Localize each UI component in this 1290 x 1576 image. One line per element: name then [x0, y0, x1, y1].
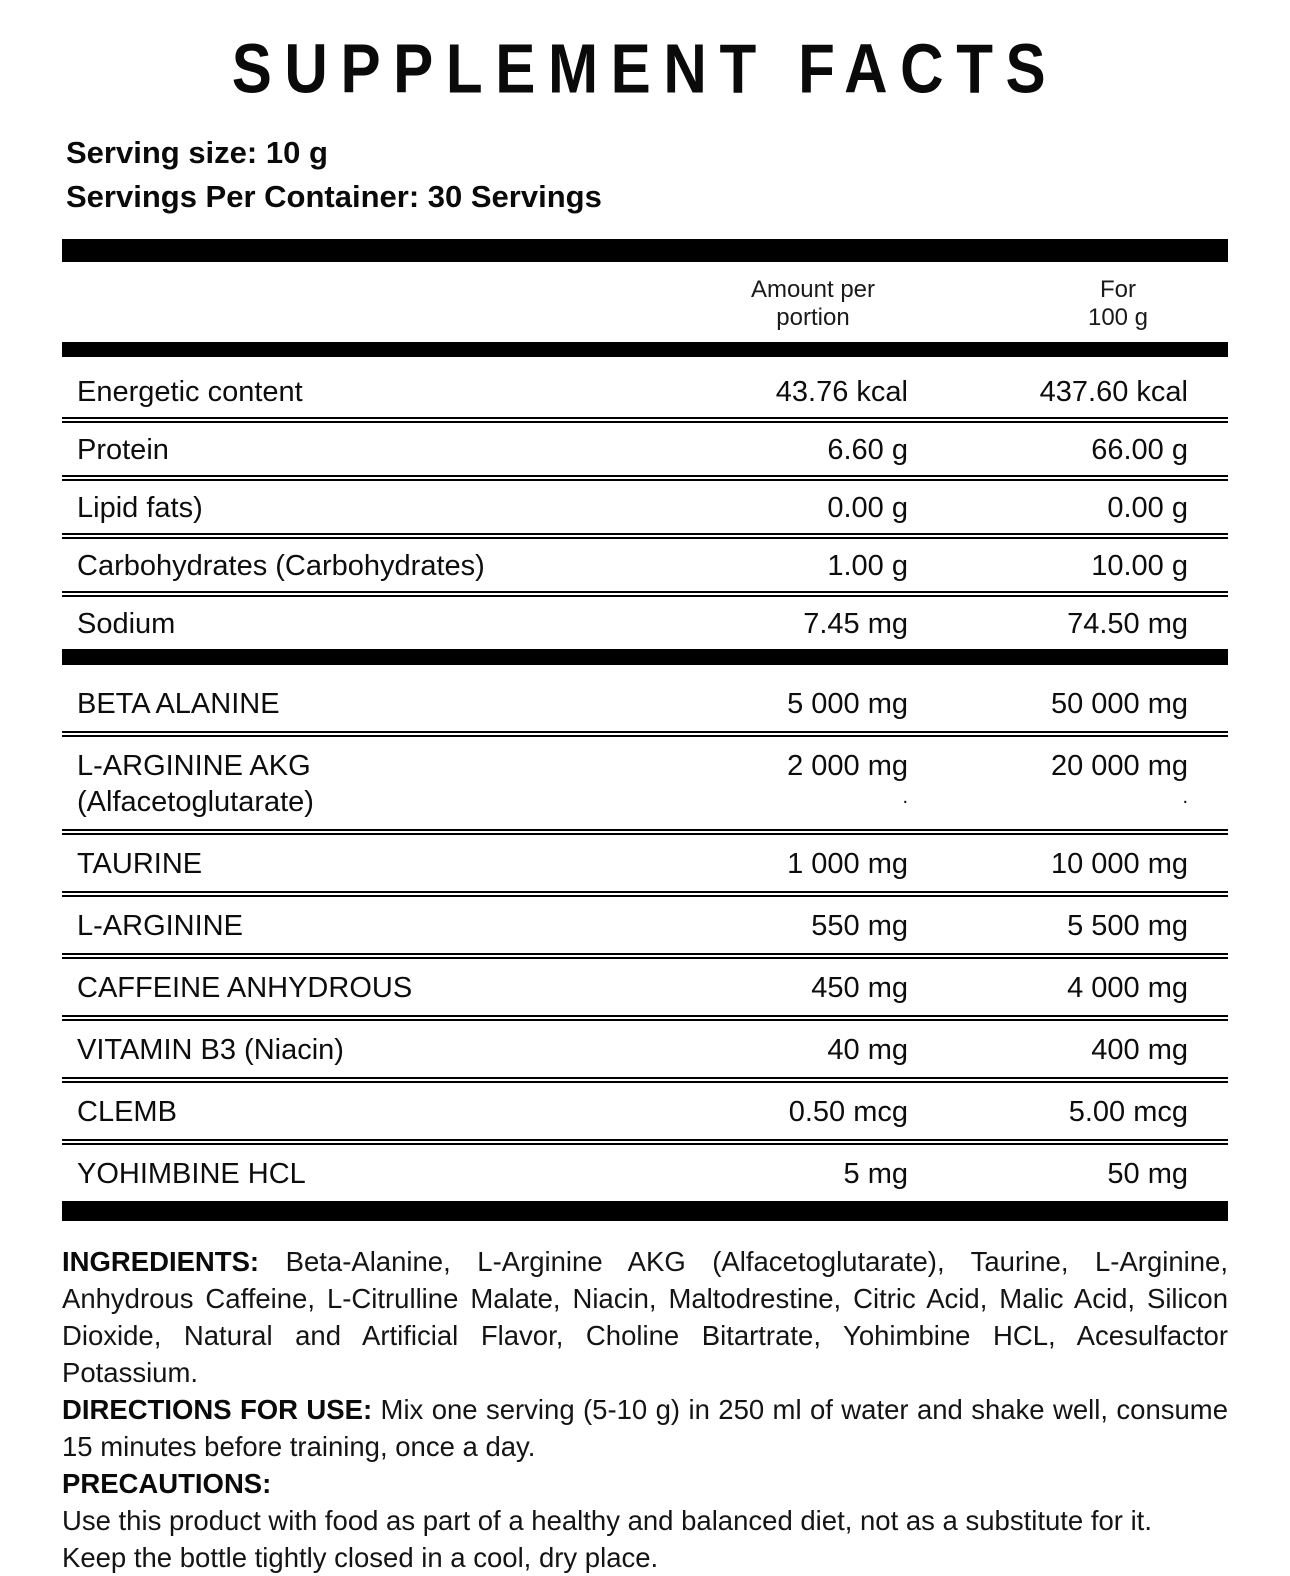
- table-row-beta-alanine: [62, 675, 1228, 737]
- active-amount-value: 2 000 mg: [787, 750, 908, 782]
- nutrient-per100: 10.00 g: [1091, 550, 1188, 582]
- precautions-line-2: Keep the bottle tightly closed in a cool, dry place.: [62, 1542, 659, 1573]
- active-amount: 450 mg: [811, 972, 908, 1004]
- table-row-sodium: [62, 597, 1228, 649]
- active-per100: 50 000 mg: [1050, 688, 1188, 720]
- serving-info: [62, 131, 1228, 219]
- table-row-lipid-fats: [62, 481, 1228, 539]
- active-ingredients-section: [62, 675, 1228, 1201]
- servings-per-container: Servings Per Container: 30 Servings: [66, 179, 602, 214]
- active-label: [62, 748, 628, 820]
- nutrient-per100: 74.50 mg: [1067, 608, 1188, 640]
- column-header-per-100g: [908, 276, 1228, 332]
- header-spacer: [62, 276, 628, 332]
- directions-heading: DIRECTIONS FOR USE:: [62, 1394, 373, 1425]
- active-label: VITAMIN B3 (Niacin): [77, 1034, 344, 1066]
- active-amount: 5 000 mg: [787, 688, 908, 720]
- active-per100: [908, 748, 1228, 810]
- table-row-carbohydrates: [62, 539, 1228, 597]
- footer-text: [62, 1243, 1228, 1576]
- active-label-line2: (Alfacetoglutarate): [77, 786, 314, 818]
- active-amount: 5 mg: [843, 1158, 908, 1190]
- active-per100-note: .: [1182, 786, 1188, 808]
- active-amount: [628, 748, 908, 810]
- section-bar-bottom: [62, 1201, 1228, 1221]
- precautions-heading: PRECAUTIONS:: [62, 1468, 272, 1499]
- table-row-energetic-content: [62, 365, 1228, 423]
- nutrients-section: [62, 365, 1228, 649]
- active-label: TAURINE: [77, 848, 203, 880]
- page-title: SUPPLEMENT FACTS: [231, 31, 1059, 109]
- active-label: L-ARGININE: [77, 910, 243, 942]
- ingredients-text: Beta-Alanine, L-Arginine AKG (Alfacetoglutarate), Taurine, L-Arginine, Anhydrous Caffeine, L-Citrulline Malate, Niacin, Maltodrestine, Citric Acid, Malic Acid, Silicon Dioxide, Natural and Artificial Flavor, Choline Bitartrate, Yohimbine HCL, Acesulfactor Potassium.: [62, 1246, 1228, 1388]
- active-label: CAFFEINE ANHYDROUS: [77, 972, 413, 1004]
- active-per100: 5.00 mcg: [1068, 1096, 1188, 1128]
- active-amount: 550 mg: [811, 910, 908, 942]
- active-per100: 50 mg: [1107, 1158, 1188, 1190]
- nutrient-amount: 1.00 g: [827, 550, 908, 582]
- section-bar-top: [62, 239, 1228, 262]
- table-row-yohimbine-hcl: [62, 1145, 1228, 1201]
- nutrient-amount: 43.76 kcal: [775, 376, 908, 408]
- active-amount: 1 000 mg: [787, 848, 908, 880]
- active-per100: 5 500 mg: [1067, 910, 1188, 942]
- active-amount: 40 mg: [827, 1034, 908, 1066]
- nutrient-per100: 437.60 kcal: [1039, 376, 1188, 408]
- nutrient-label: Energetic content: [77, 376, 303, 408]
- ingredients-paragraph: [62, 1243, 1228, 1391]
- active-per100-value: 20 000 mg: [1050, 750, 1188, 782]
- active-per100: 4 000 mg: [1067, 972, 1188, 1004]
- nutrient-per100: 66.00 g: [1091, 434, 1188, 466]
- section-bar-middle: [62, 649, 1228, 665]
- table-row-l-arginine: [62, 897, 1228, 959]
- nutrient-amount: 7.45 mg: [803, 608, 908, 640]
- active-label-line1: L-ARGININE AKG: [77, 750, 311, 782]
- table-row-l-arginine-akg: [62, 737, 1228, 835]
- column-header-amount-line2: portion: [776, 304, 850, 331]
- precautions-line-1: Use this product with food as part of a healthy and balanced diet, not as a substitute for it.: [62, 1505, 1152, 1536]
- section-bar-header: [62, 342, 1228, 357]
- table-row-protein: [62, 423, 1228, 481]
- ingredients-heading: INGREDIENTS:: [62, 1246, 260, 1277]
- active-amount: 0.50 mcg: [788, 1096, 908, 1128]
- column-header-per100-line2: 100 g: [1087, 304, 1149, 331]
- column-header-per100-line1: For: [1100, 276, 1136, 303]
- active-per100: 400 mg: [1091, 1034, 1188, 1066]
- nutrient-amount: 6.60 g: [827, 434, 908, 466]
- active-per100: 10 000 mg: [1050, 848, 1188, 880]
- directions-text: Mix one serving (5-10 g) in 250 ml of water and shake well, consume 15 minutes before training, once a day.: [62, 1394, 1228, 1462]
- table-header-row: [62, 262, 1228, 342]
- column-header-amount-per-portion: [628, 276, 908, 332]
- nutrient-per100: 0.00 g: [1107, 492, 1188, 524]
- nutrient-label: Carbohydrates (Carbohydrates): [77, 550, 485, 582]
- table-row-taurine: [62, 835, 1228, 897]
- serving-size: Serving size: 10 g: [66, 135, 328, 170]
- nutrient-label: Lipid fats): [77, 492, 203, 524]
- nutrient-label: Protein: [77, 434, 169, 466]
- directions-paragraph: [62, 1391, 1228, 1465]
- table-row-clemb: [62, 1083, 1228, 1145]
- nutrient-amount: 0.00 g: [827, 492, 908, 524]
- active-label: YOHIMBINE HCL: [77, 1158, 306, 1190]
- table-row-vitamin-b3: [62, 1021, 1228, 1083]
- column-header-amount-line1: Amount per: [750, 276, 876, 303]
- active-label: CLEMB: [77, 1096, 177, 1128]
- table-row-caffeine-anhydrous: [62, 959, 1228, 1021]
- active-label: BETA ALANINE: [77, 688, 280, 720]
- nutrient-label: Sodium: [77, 608, 176, 640]
- active-amount-note: .: [902, 786, 908, 808]
